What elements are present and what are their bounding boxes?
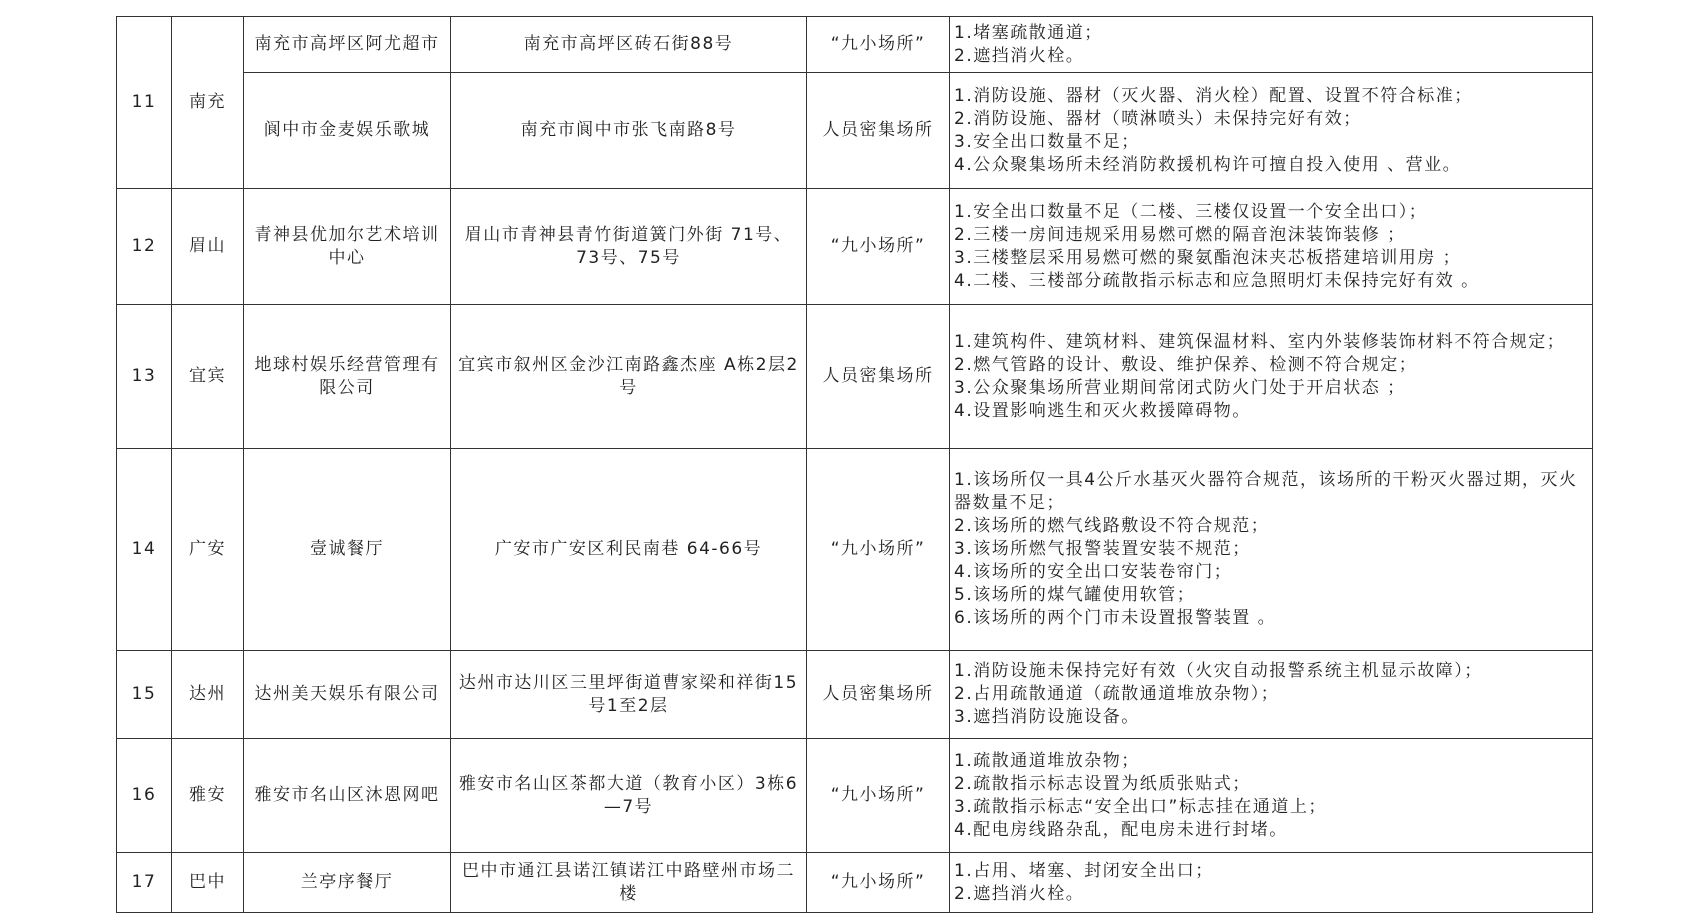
issue-item: 4.二楼、三楼部分疏散指示标志和应急照明灯未保持完好有效 。 xyxy=(954,270,1480,291)
city-cell: 达州 xyxy=(172,651,244,739)
row-number: 11 xyxy=(117,17,172,189)
venue-name-cell: 雅安市名山区沐恩网吧 xyxy=(244,739,451,853)
venue-name-cell: 达州美天娱乐有限公司 xyxy=(244,651,451,739)
issue-item: 4.配电房线路杂乱，配电房未进行封堵。 xyxy=(954,819,1288,840)
table-row xyxy=(117,651,1593,739)
address-cell: 达州市达川区三里坪街道曹家梁和祥街15号1至2层 xyxy=(451,651,807,739)
table-row xyxy=(117,853,1593,913)
issue-item: 4.该场所的安全出口安装卷帘门； xyxy=(954,562,1233,582)
city-cell: 南充 xyxy=(172,17,244,189)
issues-cell xyxy=(950,73,1593,189)
row-number: 17 xyxy=(117,853,172,913)
venue-name-cell: 青神县优加尔艺术培训中心 xyxy=(244,189,451,305)
venue-type-cell: “九小场所” xyxy=(807,739,950,853)
issue-item: 3.疏散指示标志“安全出口”标志挂在通道上； xyxy=(954,796,1327,817)
table-row xyxy=(117,17,1593,73)
table-body xyxy=(117,17,1593,913)
issue-item: 2.占用疏散通道（疏散通道堆放杂物）； xyxy=(954,684,1280,704)
venue-type-cell: 人员密集场所 xyxy=(807,651,950,739)
venue-name-cell: 地球村娱乐经营管理有限公司 xyxy=(244,305,451,449)
row-number: 13 xyxy=(117,305,172,449)
table-row xyxy=(117,305,1593,449)
issues-cell xyxy=(950,189,1593,305)
city-cell: 雅安 xyxy=(172,739,244,853)
issue-item: 3.三楼整层采用易燃可燃的聚氨酯泡沫夹芯板搭建培训用房 ； xyxy=(954,247,1462,268)
row-number: 15 xyxy=(117,651,172,739)
issue-item: 1.消防设施未保持完好有效（火灾自动报警系统主机显示故障）； xyxy=(954,661,1483,681)
issue-item: 3.遮挡消防设施设备。 xyxy=(954,707,1140,727)
issue-item: 2.燃气管路的设计、敷设、维护保养、检测不符合规定； xyxy=(954,354,1418,375)
venue-name-cell: 壹诚餐厅 xyxy=(244,449,451,651)
issue-item: 1.安全出口数量不足（二楼、三楼仅设置一个安全出口）； xyxy=(954,201,1428,222)
address-cell: 雅安市名山区茶都大道（教育小区）3栋6—7号 xyxy=(451,739,807,853)
table-row xyxy=(117,73,1593,189)
issue-item: 3.公众聚集场所营业期间常闭式防火门处于开启状态 ； xyxy=(954,377,1406,398)
venue-name-cell: 兰亭序餐厅 xyxy=(244,853,451,913)
issue-item: 6.该场所的两个门市未设置报警装置 。 xyxy=(954,608,1277,628)
row-number: 12 xyxy=(117,189,172,305)
issue-item: 2.三楼一房间违规采用易燃可燃的隔音泡沫装饰装修 ； xyxy=(954,224,1406,245)
issue-item: 5.该场所的煤气罐使用软管； xyxy=(954,585,1196,605)
issue-item: 1.疏散通道堆放杂物； xyxy=(954,750,1140,771)
address-cell: 巴中市通江县诺江镇诺江中路壁州市场二楼 xyxy=(451,853,807,913)
city-cell: 宜宾 xyxy=(172,305,244,449)
issues-cell xyxy=(950,853,1593,913)
venue-type-cell: “九小场所” xyxy=(807,853,950,913)
issue-item: 2.该场所的燃气线路敷设不符合规范； xyxy=(954,516,1270,536)
city-cell: 广安 xyxy=(172,449,244,651)
issue-item: 2.遮挡消火栓。 xyxy=(954,45,1085,66)
venue-type-cell: 人员密集场所 xyxy=(807,73,950,189)
issue-item: 4.公众聚集场所未经消防救援机构许可擅自投入使用 、营业。 xyxy=(954,154,1462,175)
issue-item: 4.设置影响逃生和灭火救援障碍物。 xyxy=(954,400,1251,421)
issues-cell xyxy=(950,305,1593,449)
inspection-table xyxy=(116,16,1593,913)
venue-name-cell: 南充市高坪区阿尤超市 xyxy=(244,17,451,73)
venue-type-cell: “九小场所” xyxy=(807,189,950,305)
issues-cell xyxy=(950,739,1593,853)
address-cell: 广安市广安区利民南巷 64-66号 xyxy=(451,449,807,651)
table-row xyxy=(117,449,1593,651)
venue-type-cell: “九小场所” xyxy=(807,17,950,73)
address-cell: 宜宾市叙州区金沙江南路鑫杰座 A栋2层2号 xyxy=(451,305,807,449)
issue-item: 3.该场所燃气报警装置安装不规范； xyxy=(954,539,1251,559)
issue-item: 2.疏散指示标志设置为纸质张贴式； xyxy=(954,773,1251,794)
issue-item: 1.堵塞疏散通道； xyxy=(954,22,1103,43)
issue-item: 2.消防设施、器材（喷淋喷头）未保持完好有效； xyxy=(954,108,1362,129)
issues-cell xyxy=(950,449,1593,651)
address-cell: 南充市高坪区砖石街88号 xyxy=(451,17,807,73)
issues-cell xyxy=(950,651,1593,739)
issue-item: 3.安全出口数量不足； xyxy=(954,131,1140,152)
issue-item: 2.遮挡消火栓。 xyxy=(954,883,1085,904)
venue-name-cell: 阆中市金麦娱乐歌城 xyxy=(244,73,451,189)
issue-item: 1.该场所仅一具4公斤水基灭火器符合规范，该场所的干粉灭火器过期，灭火器数量不足； xyxy=(954,470,1578,513)
row-number: 16 xyxy=(117,739,172,853)
issue-item: 1.建筑构件、建筑材料、建筑保温材料、室内外装修装饰材料不符合规定； xyxy=(954,331,1566,352)
address-cell: 南充市阆中市张飞南路8号 xyxy=(451,73,807,189)
row-number: 14 xyxy=(117,449,172,651)
city-cell: 眉山 xyxy=(172,189,244,305)
city-cell: 巴中 xyxy=(172,853,244,913)
venue-type-cell: 人员密集场所 xyxy=(807,305,950,449)
issue-item: 1.占用、堵塞、封闭安全出口； xyxy=(954,860,1214,881)
venue-type-cell: “九小场所” xyxy=(807,449,950,651)
address-cell: 眉山市青神县青竹街道簧门外街 71号、73号、75号 xyxy=(451,189,807,305)
issue-item: 1.消防设施、器材（灭火器、消火栓）配置、设置不符合标准； xyxy=(954,85,1473,106)
table-row xyxy=(117,739,1593,853)
issues-cell xyxy=(950,17,1593,73)
table-row xyxy=(117,189,1593,305)
